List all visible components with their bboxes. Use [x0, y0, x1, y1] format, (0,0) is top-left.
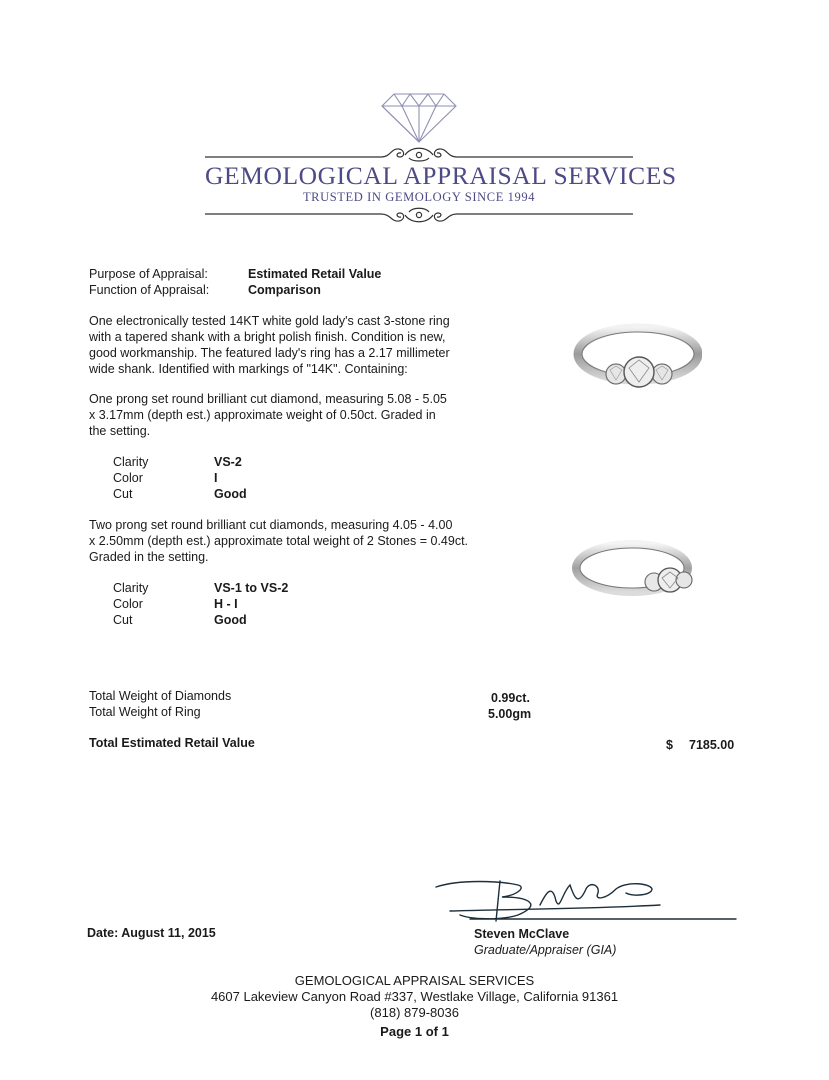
total-diamond-weight-label: Total Weight of Diamonds: [89, 689, 232, 703]
footer-phone: (818) 879-8036: [370, 1005, 459, 1020]
center-cut-value: Good: [214, 487, 247, 501]
ring-photo-side: [572, 530, 702, 610]
side-stones-description: Two prong set round brilliant cut diamonds, measuring 4.05 - 4.00 x 2.50mm (depth est.) approximate total weight of 2 Stones = 0.49ct. Graded in the setting.: [89, 518, 469, 564]
company-tagline: TRUSTED IN GEMOLOGY SINCE 1994: [302, 190, 536, 204]
center-color-label: Color: [113, 471, 143, 485]
center-clarity-value: VS-2: [214, 455, 242, 469]
function-value: Comparison: [248, 283, 321, 297]
appraiser-name: Steven McClave: [474, 927, 570, 941]
center-color-value: I: [214, 471, 218, 485]
center-cut-label: Cut: [113, 487, 133, 501]
total-retail-label: Total Estimated Retail Value: [89, 736, 255, 750]
ornament-divider-bottom: [205, 203, 633, 225]
side-color-label: Color: [113, 597, 143, 611]
function-label: Function of Appraisal:: [89, 283, 210, 297]
side-clarity-label: Clarity: [113, 581, 149, 595]
purpose-label: Purpose of Appraisal:: [89, 267, 208, 281]
side-clarity-value: VS-1 to VS-2: [214, 581, 289, 595]
company-name: GEMOLOGICAL APPRAISAL SERVICES: [205, 161, 677, 190]
diamond-logo-icon: [380, 92, 458, 144]
total-ring-weight-value: 5.00gm: [488, 707, 532, 721]
footer-address: 4607 Lakeview Canyon Road #337, Westlake Village, California 91361: [210, 989, 619, 1004]
side-cut-label: Cut: [113, 613, 133, 627]
appraisal-date: Date: August 11, 2015: [87, 926, 216, 940]
ring-description: One electronically tested 14KT white gold lady's cast 3-stone ring with a tapered shank with a bright polish finish. Condition is new, good workmanship. The featured lady's ring has a 2.17 millimeter wide shank. Identified with markings of "14K". Containing:: [89, 314, 450, 376]
page-number: Page 1 of 1: [380, 1024, 449, 1039]
ring-photo-front: [572, 318, 702, 398]
center-clarity-label: Clarity: [113, 455, 149, 469]
footer-company: GEMOLOGICAL APPRAISAL SERVICES: [294, 973, 535, 988]
center-stone-description: One prong set round brilliant cut diamond, measuring 5.08 - 5.05 x 3.17mm (depth est.) approximate weight of 0.50ct. Graded in the setting.: [89, 392, 447, 438]
appraiser-title: Graduate/Appraiser (GIA): [474, 943, 617, 957]
total-retail-value: 7185.00: [689, 738, 735, 752]
total-ring-weight-label: Total Weight of Ring: [89, 705, 201, 719]
side-cut-value: Good: [214, 613, 247, 627]
purpose-value: Estimated Retail Value: [248, 267, 382, 281]
appraiser-signature: [430, 875, 740, 925]
currency-symbol: $: [666, 738, 673, 752]
side-color-value: H - I: [214, 597, 238, 611]
total-diamond-weight-value: 0.99ct.: [491, 691, 530, 705]
